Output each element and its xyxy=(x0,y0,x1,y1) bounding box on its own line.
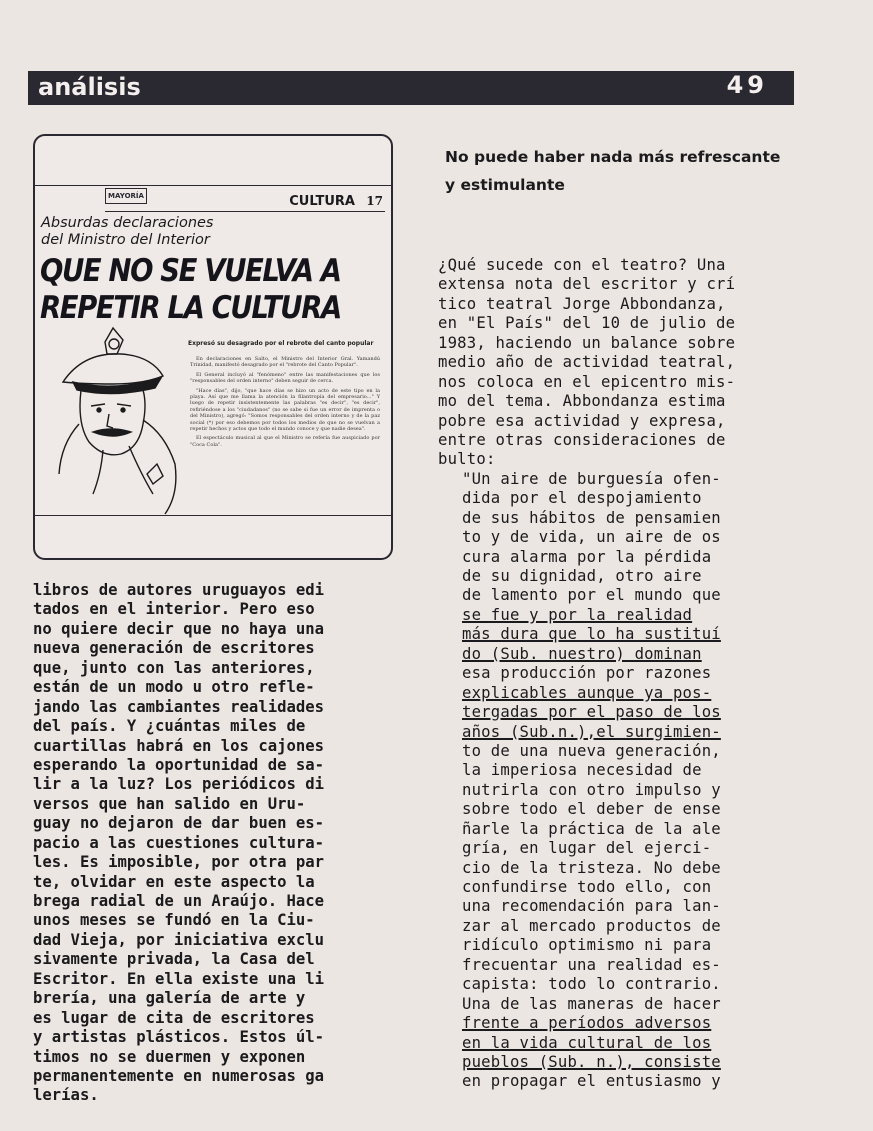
section-header-bar xyxy=(28,71,794,105)
text-line: del país. Y ¿cuántas miles de xyxy=(33,717,306,736)
underlined-quote-line: pueblos (Sub. n.), consiste xyxy=(462,1052,721,1071)
clipping-masthead-logo: MAYORÍA xyxy=(105,188,147,204)
text-line: cuartillas habrá en los cajones xyxy=(33,736,325,755)
left-column-text xyxy=(33,581,398,1106)
underlined-quote-line: en la vida cultural de los xyxy=(462,1033,712,1052)
quote-line: confundirse todo ello, con xyxy=(462,878,712,896)
pull-quote-line: y estimulante xyxy=(445,176,565,194)
quote-line: frecuentar una realidad es- xyxy=(462,955,721,974)
text-line: nos coloca en el epicentro mis- xyxy=(438,372,736,391)
text-line: versos que han salido en Uru- xyxy=(33,794,306,813)
underlined-quote-line: frente a períodos adversos xyxy=(462,1014,712,1033)
text-line: están de un modo u otro refle- xyxy=(33,678,315,697)
quote-line: ñarle la práctica de la ale xyxy=(462,819,721,838)
text-line: que, junto con las anteriores, xyxy=(33,658,315,677)
underlined-quote-line: do (Sub. nuestro) dominan xyxy=(462,644,702,663)
text-line: te, olvidar en este aspecto la xyxy=(33,872,315,891)
text-line: libros de autores uruguayos edi xyxy=(33,581,325,599)
text-line: dad Vieja, por iniciativa exclu xyxy=(33,930,325,949)
text-line: pobre esa actividad y expresa, xyxy=(438,411,726,430)
text-line: brega radial de un Araújo. Hace xyxy=(33,892,325,910)
text-line: pacio a las cuestiones cultura- xyxy=(33,833,325,852)
clipping-kicker-line: Absurdas declaraciones xyxy=(41,215,214,231)
clipping-paragraph: "Hace días", dijo, "que hace días se hizo un acto de este tipo en la playa. Así que me llama la atención la filantropía del empresario..." Y luego de repetir insistentemente las palabras "es decir", "es decir", refiriéndose a los "ciudadanos" (no se sabe si fue un error de imprenta o del Ministro), agregó: "Somos responsables del orden interno y de la paz social (*) por eso debemos por todos los medios de que no se vuelvan a repetir hechos y actos que todo el mundo conoce y que nadie desea". xyxy=(190,387,380,433)
text-line: y artistas plásticos. Estos úl- xyxy=(33,1028,325,1047)
quote-line: to y de vida, un aire de os xyxy=(462,528,721,547)
text-line: lerías. xyxy=(33,1086,99,1105)
text-line: entre otras consideraciones de xyxy=(438,430,726,449)
clipping-headline xyxy=(40,253,388,327)
clipping-section-rule xyxy=(105,211,385,212)
right-column-text xyxy=(438,256,803,1092)
text-line: no quiere decir que no haya una xyxy=(33,619,325,638)
underlined-quote-line: explicables aunque ya pos- xyxy=(462,683,712,702)
quote-line: sobre todo el deber de ense xyxy=(462,800,721,819)
pull-quote xyxy=(445,143,805,199)
underlined-quote-line: se fue y por la realidad xyxy=(462,605,693,624)
quote-line: de lamento por el mundo que xyxy=(462,586,721,605)
quote-line: de su dignidad, otro aire xyxy=(462,567,702,585)
quote-line: cura alarma por la pérdida xyxy=(462,547,712,566)
text-line: jando las cambiantes realidades xyxy=(33,697,325,716)
underlined-quote-line: años (Sub.n.),el surgimien- xyxy=(462,722,721,741)
clipping-paragraph: El espectáculo musical al que el Ministro se refería fue auspiciado por "Coca Cola". xyxy=(190,435,380,448)
text-line: esperando la oportunidad de sa- xyxy=(33,755,325,774)
quote-line: "Un aire de burguesía ofen- xyxy=(462,469,721,488)
text-line: en "El País" del 10 de julio de xyxy=(438,314,736,333)
text-line: tados en el interior. Pero eso xyxy=(33,600,315,619)
quote-line: zar al mercado productos de xyxy=(462,916,721,935)
quote-line: una recomendación para lan- xyxy=(462,897,721,916)
text-line: sivamente privada, la Casa del xyxy=(33,950,315,969)
quote-line: en propagar el entusiasmo y xyxy=(462,1072,721,1091)
quote-line: ridículo optimismo ni para xyxy=(462,936,712,955)
text-line: brería, una galería de arte y xyxy=(33,989,306,1008)
text-line: tico teatral Jorge Abbondanza, xyxy=(438,294,726,313)
text-line: mo del tema. Abbondanza estima xyxy=(438,392,726,411)
text-line: ¿Qué sucede con el teatro? Una xyxy=(438,256,726,274)
quote-line: la imperiosa necesidad de xyxy=(462,761,702,780)
clipping-headline-line: REPETIR LA CULTURA xyxy=(40,289,341,326)
clipping-kicker xyxy=(41,215,361,249)
quote-line: de sus hábitos de pensamien xyxy=(462,508,721,527)
pull-quote-line: No puede haber nada más refrescante xyxy=(445,148,781,166)
clipping-top-rule xyxy=(35,185,391,186)
page-number: 49 xyxy=(726,71,768,99)
quote-line: nutrirla con otro impulso y xyxy=(462,780,721,799)
text-line: unos meses se fundó en la Ciu- xyxy=(33,911,315,930)
quote-line: cio de la tristeza. No debe xyxy=(462,858,721,877)
text-line: Escritor. En ella existe una li xyxy=(33,969,325,988)
text-line: extensa nota del escritor y crí xyxy=(438,275,736,294)
clipping-body xyxy=(190,356,380,451)
text-line: permanentemente en numerosas ga xyxy=(33,1066,325,1085)
text-line: 1983, haciendo un balance sobre xyxy=(438,333,736,352)
clipping-caption: Expresó su desagrado por el rebrote del canto popular xyxy=(188,340,374,347)
clipping-page-number: 17 xyxy=(366,194,383,208)
quote-line: capista: todo lo contrario. xyxy=(462,975,721,994)
quote-line: esa producción por razones xyxy=(462,664,712,683)
section-title: análisis xyxy=(38,73,141,101)
quote-line: Una de las maneras de hacer xyxy=(462,994,721,1013)
text-line: es lugar de cita de escritores xyxy=(33,1008,315,1027)
text-line: bulto: xyxy=(438,450,496,469)
quote-line: gría, en lugar del ejerci- xyxy=(462,839,712,858)
newspaper-clipping xyxy=(33,134,393,560)
text-line: nueva generación de escritores xyxy=(33,639,315,658)
clipping-paragraph: En declaraciones en Salto, el Ministro del Interior Gral. Yamandú Trinidad, manifestó desagrado por el "rebrote del Canto Popular". xyxy=(190,356,380,369)
text-line: guay no dejaron de dar buen es- xyxy=(33,814,325,833)
clipping-paragraph: El General incluyó al "fenómeno" entre las manifestaciones que los "responsables del orden interno" deben seguir de cerca. xyxy=(190,371,380,385)
clipping-kicker-line: del Ministro del Interior xyxy=(41,232,210,248)
text-line: les. Es imposible, por otra par xyxy=(33,853,325,872)
underlined-quote-line: más dura que lo ha sustituí xyxy=(462,625,721,644)
text-line: timos no se duermen y exponen xyxy=(33,1047,306,1066)
quote-line: dida por el despojamiento xyxy=(462,489,702,508)
caricature-illustration xyxy=(43,324,193,524)
text-line: lir a la luz? Los periódicos di xyxy=(33,775,325,794)
clipping-section: CULTURA xyxy=(289,194,355,209)
quote-line: to de una nueva generación, xyxy=(462,741,721,760)
clipping-bottom-rule xyxy=(35,515,391,516)
text-line: medio año de actividad teatral, xyxy=(438,353,736,372)
underlined-quote-line: tergadas por el paso de los xyxy=(462,703,721,722)
clipping-headline-line: QUE NO SE VUELVA A xyxy=(40,253,341,289)
